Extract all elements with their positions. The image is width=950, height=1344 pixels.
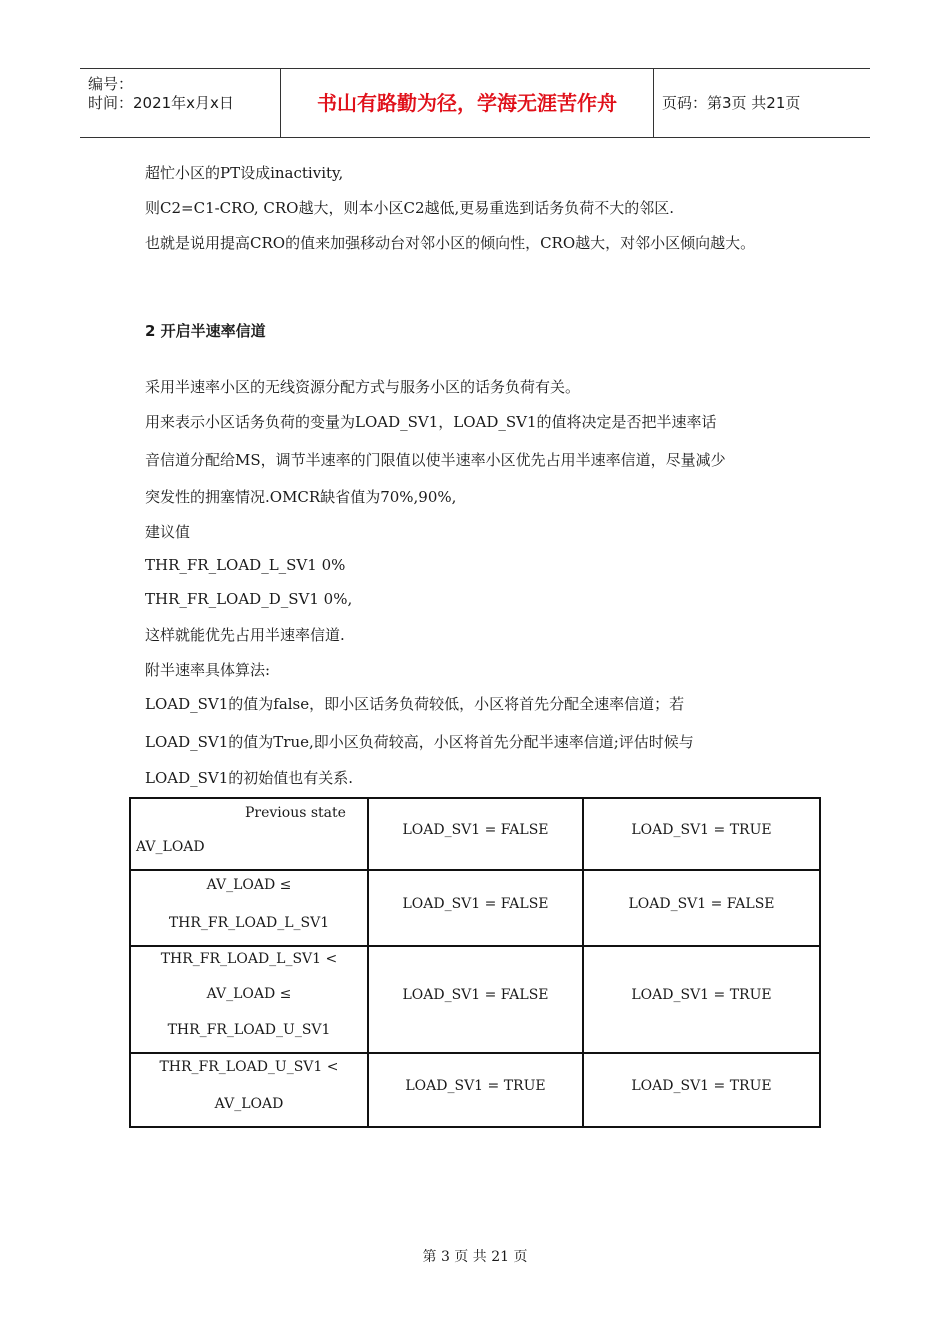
table-cell: LOAD_SV1 = FALSE — [628, 896, 775, 912]
table-cell: LOAD_SV1 = FALSE — [402, 896, 549, 912]
table-corner-previous-state: Previous state — [245, 805, 346, 821]
table-corner-av-load: AV_LOAD — [136, 839, 205, 855]
section-text-line: LOAD_SV1的值为false，即小区话务负荷较低，小区将首先分配全速率信道；若 — [145, 695, 685, 713]
page-footer: 第 3 页 共 21 页 — [422, 1249, 528, 1265]
table-row-condition: AV_LOAD — [214, 1096, 284, 1112]
table-divider — [131, 869, 819, 871]
table-row-condition: THR_FR_LOAD_L_SV1 — [168, 915, 330, 931]
header-page-number: 页码：第3页 共21页 — [662, 94, 801, 112]
table-cell: LOAD_SV1 = TRUE — [631, 1078, 772, 1094]
section-text-line: 用来表示小区话务负荷的变量为LOAD_SV1，LOAD_SV1的值将决定是否把半速率话 — [145, 413, 717, 431]
document-date-label: 时间：2021年x月x日 — [88, 94, 234, 112]
table-divider — [131, 1052, 819, 1054]
table-row-condition: AV_LOAD ≤ — [206, 986, 292, 1002]
header-meta — [80, 69, 281, 137]
paragraph-cro-tendency: 也就是说用提高CRO的值来加强移动台对邻小区的倾向性，CRO越大，对邻小区倾向越大。 — [145, 234, 756, 252]
table-divider — [367, 799, 369, 1126]
table-cell: LOAD_SV1 = TRUE — [405, 1078, 546, 1094]
table-column-header: LOAD_SV1 = TRUE — [631, 822, 772, 838]
table-column-header: LOAD_SV1 = FALSE — [402, 822, 549, 838]
section-text-line: 建议值 — [145, 523, 191, 541]
paragraph-pt-inactivity: 超忙小区的PT设成inactivity, — [145, 164, 344, 182]
section-text-line: 附半速率具体算法: — [145, 661, 271, 679]
section-text-line: LOAD_SV1的值为True,即小区负荷较高，小区将首先分配半速率信道;评估时候与 — [145, 733, 694, 751]
load-state-table — [129, 797, 821, 1128]
page-header — [80, 68, 870, 138]
header-motto: 书山有路勤为径，学海无涯苦作舟 — [281, 69, 654, 137]
table-divider — [582, 799, 584, 1126]
table-row-condition: THR_FR_LOAD_U_SV1 < — [159, 1059, 339, 1075]
section-text-line: 这样就能优先占用半速率信道. — [145, 626, 345, 644]
table-divider — [131, 945, 819, 947]
section-text-line: 音信道分配给MS，调节半速率的门限值以使半速率小区优先占用半速率信道，尽量减少 — [145, 451, 726, 469]
section-text-line: 突发性的拥塞情况.OMCR缺省值为70%,90%, — [145, 488, 457, 506]
section-text-line: THR_FR_LOAD_D_SV1 0%, — [145, 590, 353, 608]
section-text-line: 采用半速率小区的无线资源分配方式与服务小区的话务负荷有关。 — [145, 378, 581, 396]
section-text-line: THR_FR_LOAD_L_SV1 0% — [145, 556, 346, 574]
table-cell: LOAD_SV1 = TRUE — [631, 987, 772, 1003]
paragraph-c2-formula: 则C2=C1-CRO, CRO越大，则本小区C2越低,更易重选到话务负荷不大的邻区. — [145, 199, 675, 217]
document-number-label: 编号： — [88, 75, 134, 93]
table-cell: LOAD_SV1 = FALSE — [402, 987, 549, 1003]
table-row-condition: AV_LOAD ≤ — [206, 877, 292, 893]
table-row-condition: THR_FR_LOAD_L_SV1 < — [160, 951, 338, 967]
section-text-line: LOAD_SV1的初始值也有关系. — [145, 769, 354, 787]
table-row-condition: THR_FR_LOAD_U_SV1 — [167, 1022, 331, 1038]
section-heading: 2 开启半速率信道 — [145, 322, 266, 340]
